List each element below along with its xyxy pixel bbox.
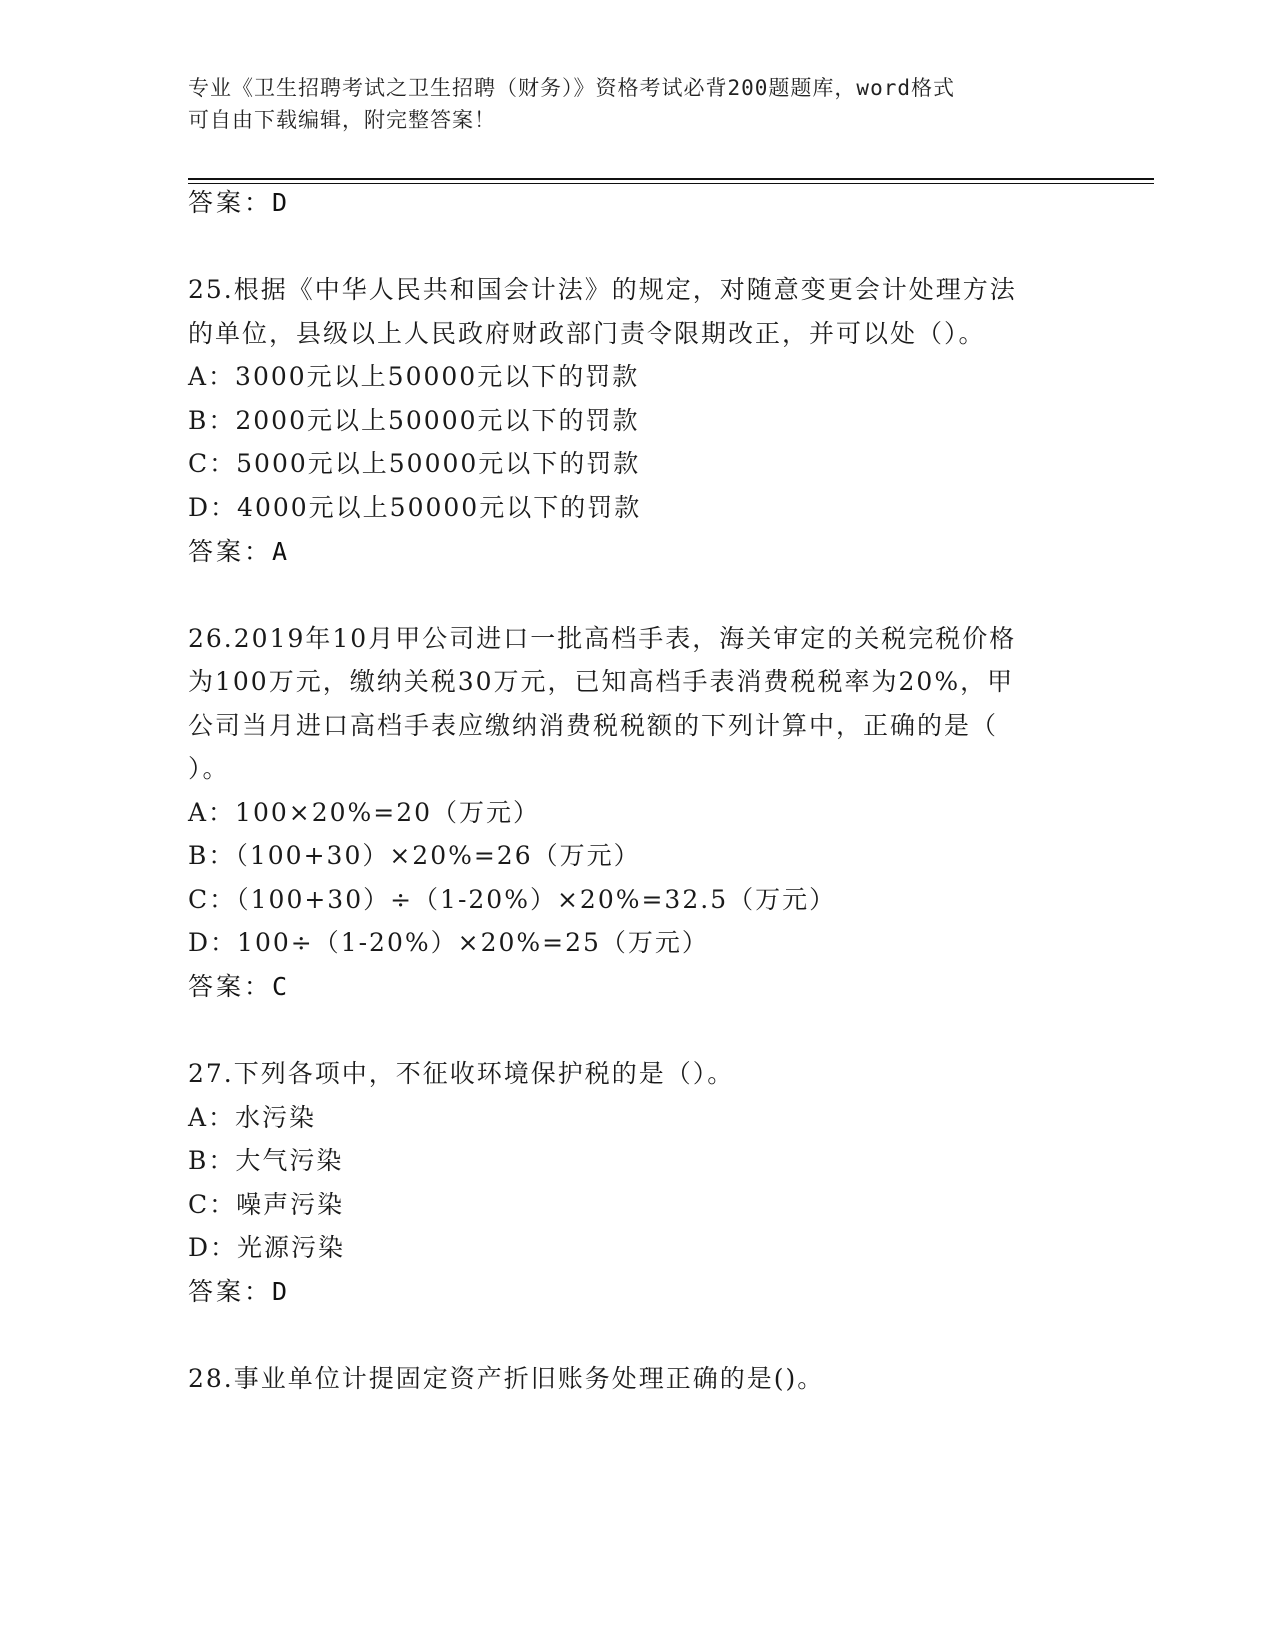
q25-option-d: D：4000元以上50000元以下的罚款 — [188, 493, 642, 522]
q25-option-c: C：5000元以上50000元以下的罚款 — [188, 449, 641, 478]
header-divider-thick — [188, 178, 1154, 180]
header-line-1: 专业《卫生招聘考试之卫生招聘（财务）》资格考试必背200题题库，word格式 — [188, 76, 955, 100]
q26-option-c: C：（100+30）÷（1-20%）×20%=32.5（万元） — [188, 885, 837, 914]
q26-stem-line-4: ）。 — [188, 754, 230, 783]
answer-25: 答案：A — [188, 537, 291, 566]
header-line-2: 可自由下载编辑，附完整答案！ — [188, 108, 496, 132]
q26-stem-line-3: 公司当月进口高档手表应缴纳消费税税额的下列计算中，正确的是（ — [188, 711, 999, 740]
q25-stem-line-1: 25.根据《中华人民共和国会计法》的规定，对随意变更会计处理方法 — [188, 275, 1017, 304]
answer-27: 答案：D — [188, 1277, 291, 1306]
q26-stem-line-1: 26.2019年10月甲公司进口一批高档手表，海关审定的关税完税价格 — [188, 624, 1017, 653]
q25-option-b: B：2000元以上50000元以下的罚款 — [188, 406, 640, 435]
q26-option-d: D：100÷（1-20%）×20%=25（万元） — [188, 928, 709, 957]
q26-stem-line-2: 为100万元，缴纳关税30万元，已知高档手表消费税税率为20%，甲 — [188, 667, 1015, 696]
q26-option-a: A：100×20%=20（万元） — [188, 798, 541, 827]
q25-stem-line-2: 的单位，县级以上人民政府财政部门责令限期改正，并可以处（）。 — [188, 319, 986, 348]
header-divider-thin — [188, 183, 1154, 184]
document-header — [188, 72, 1088, 136]
answer-24: 答案：D — [188, 188, 291, 217]
q27-option-c: C：噪声污染 — [188, 1190, 345, 1219]
q27-stem-line-1: 27.下列各项中，不征收环境保护税的是（）。 — [188, 1059, 735, 1088]
answer-26: 答案：C — [188, 972, 291, 1001]
q27-option-a: A：水污染 — [188, 1103, 317, 1132]
q26-option-b: B：（100+30）×20%=26（万元） — [188, 841, 641, 870]
q27-option-b: B：大气污染 — [188, 1146, 344, 1175]
q25-option-a: A：3000元以上50000元以下的罚款 — [188, 362, 640, 391]
q27-option-d: D：光源污染 — [188, 1233, 346, 1262]
q28-stem-line-1: 28.事业单位计提固定资产折旧账务处理正确的是()。 — [188, 1364, 825, 1393]
